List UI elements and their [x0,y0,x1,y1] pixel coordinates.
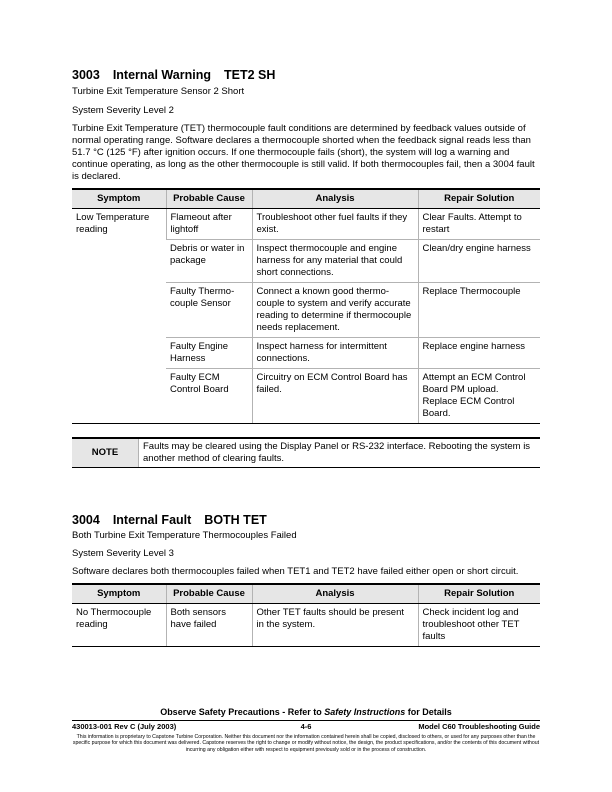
fault-tag: TET2 SH [223,68,276,82]
page-number: 4-6 [300,722,312,731]
section-3003 [72,68,542,82]
footer-divider [72,720,540,721]
repair-cell: Clean/dry engine harness [418,240,540,283]
footer-bar [72,722,540,731]
fault-tag: BOTH TET [204,513,267,527]
analysis-cell: Circuitry on ECM Control Board has failed. [252,369,418,424]
section-3003-severity: System Severity Level 2 [72,105,174,116]
repair-cell: Replace Thermocouple [418,283,540,338]
table-header-row [72,189,540,209]
symptom-cell: No Thermocouple reading [72,604,166,647]
header-symptom: Symptom [72,584,166,604]
symptom-cell: Low Temperature reading [72,209,166,424]
section-3004-severity: System Severity Level 3 [72,548,174,559]
section-3003-subtitle: Turbine Exit Temperature Sensor 2 Short [72,86,245,97]
safety-warning-prefix: Observe Safety Precautions - Refer to [160,707,325,717]
analysis-cell: Other TET faults should be present in the system. [252,604,418,647]
repair-cell: Check incident log and troubleshoot other TET faults [418,604,540,647]
table-header-row [72,584,540,604]
doc-number: 430013-001 Rev C (July 2003) [72,722,177,731]
cause-cell: Debris or water in package [166,240,252,283]
analysis-cell: Connect a known good thermo-couple to system and verify accurate reading to determine if thermocouple needs replacement. [252,283,418,338]
cause-cell: Faulty Engine Harness [166,338,252,369]
repair-cell [418,209,540,240]
section-3003-heading [72,68,542,82]
cause-cell: Both sensors have failed [166,604,252,647]
note-text: Faults may be cleared using the Display Panel or RS-232 interface. Rebooting the system is another method of clearing faults. [143,441,531,464]
header-probable-cause: Probable Cause [166,189,252,209]
section-3004-description: Software declares both thermocouples failed when TET1 and TET2 have failed either open or short circuit. [72,566,519,577]
troubleshooting-table-3003 [72,188,540,424]
section-3004-subtitle: Both Turbine Exit Temperature Thermocouples Failed [72,530,297,541]
repair-cell: Attempt an ECM Control Board PM upload. Replace ECM Control Board. [418,369,540,424]
cause-cell: Faulty ECM Control Board [166,369,252,424]
header-repair-solution: Repair Solution [418,189,540,209]
analysis-cell: Inspect thermocouple and engine harness for any material that could short connections. [252,240,418,283]
analysis-cell: Inspect harness for intermittent connections. [252,338,418,369]
analysis-cell: Troubleshoot other fuel faults if they exist. [252,209,418,240]
fault-code: 3004 [72,513,100,527]
header-analysis: Analysis [252,189,418,209]
fault-title: Internal Warning [112,68,211,82]
repair-text: Clear Faults. Attempt to restart [422,212,522,235]
section-3004-heading [72,513,542,527]
troubleshooting-table-3004 [72,583,540,647]
proprietary-disclaimer: This information is proprietary to Capstone Turbine Corporation. Neither this document nor the information contained herein shall be copied, disclosed to others, or used for any purposes other than the specific purpose for which this document was delivered. Capstone reserves the right to change or modify without notice, the design, the product specifications, and/or the contents of this document without incurring any obligation either with respect to equipment previously sold or in the process of construction. [72,734,540,753]
guide-title: Model C60 Troubleshooting Guide [418,722,540,731]
header-probable-cause: Probable Cause [166,584,252,604]
safety-warning-suffix: for Details [405,707,452,717]
section-3003-description: Turbine Exit Temperature (TET) thermocouple fault conditions are determined by feedback values outside of normal operating range. Software declares a thermocouple shorted when the feedback signal reads less than 51.7 °C (125 °F) after ignition occurs. If one thermocouple fails (short), the system will log a warning and continue operating, as long as the other thermocouple is still valid. If both thermocouples fail, then a 3004 fault is declared. [72,123,535,182]
cause-cell: Flameout after lightoff [166,209,252,240]
safety-warning-link-text: Safety Instructions [324,707,406,717]
header-analysis: Analysis [252,584,418,604]
cause-cell: Faulty Thermo-couple Sensor [166,283,252,338]
safety-warning [72,707,540,717]
repair-cell: Replace engine harness [418,338,540,369]
note-label: NOTE [72,439,139,467]
fault-code: 3003 [72,68,100,82]
fault-title: Internal Fault [112,513,192,527]
header-symptom: Symptom [72,189,166,209]
header-repair-solution: Repair Solution [418,584,540,604]
table-row [72,209,540,240]
section-3004 [72,513,542,527]
note-box [72,437,540,468]
table-row [72,604,540,647]
